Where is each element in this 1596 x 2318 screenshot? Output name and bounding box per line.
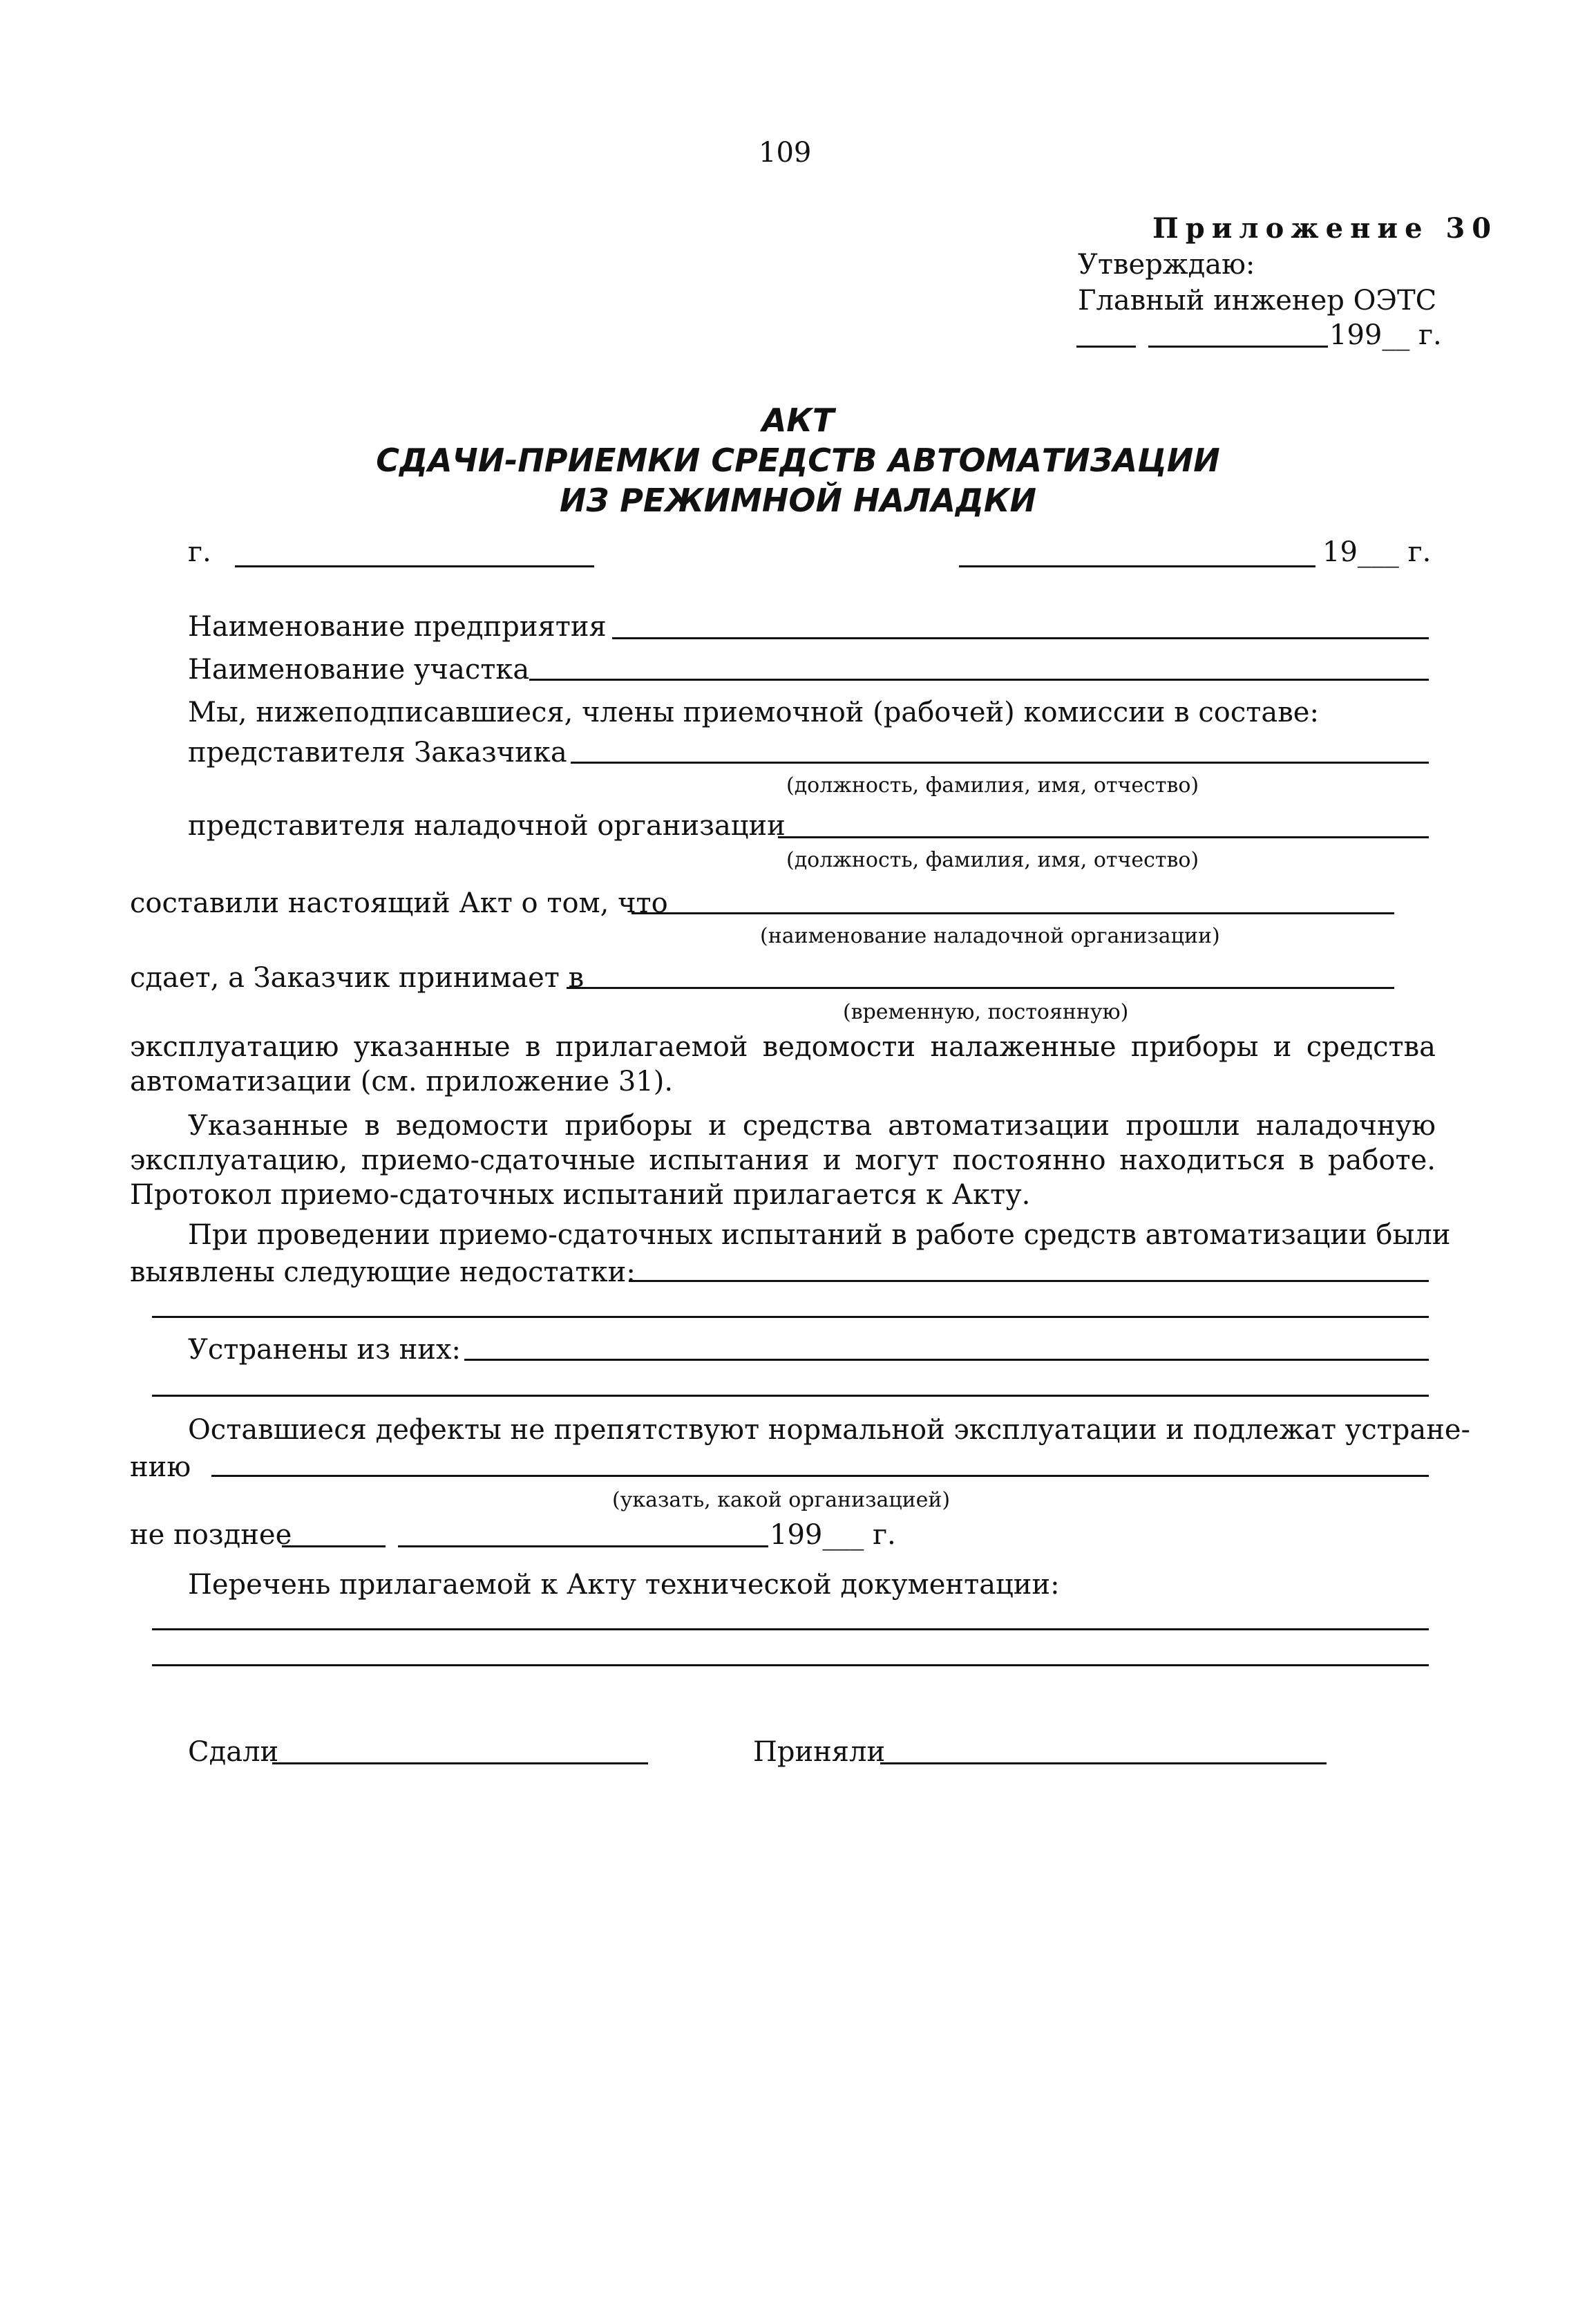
handover-line[interactable] — [567, 987, 1394, 989]
approve-label: Утверждаю: — [1078, 249, 1255, 281]
not-later-label: не позднее — [130, 1519, 292, 1551]
paragraph-tested: Указанные в ведомости приборы и средства автоматизации прошли наладочную эксплуатацию, приемо-сдаточные испытания и могут постоянно находиться в работе. Протокол приемо-сдаточных испытаний прилагается к Акту. — [130, 1110, 1436, 1211]
accepted-signature-line[interactable] — [880, 1762, 1327, 1764]
handover-label: сдает, а Заказчик принимает в — [130, 962, 585, 994]
chief-engineer-label: Главный инженер ОЭТС — [1078, 285, 1437, 317]
handed-signature-line[interactable] — [272, 1762, 648, 1764]
paragraph-remaining-line1: Оставшиеся дефекты не препятствуют нормальной эксплуатации и подлежат устране- — [188, 1414, 1471, 1446]
defects-line-1[interactable] — [629, 1280, 1429, 1282]
remaining-org-hint: (указать, какой организацией) — [612, 1488, 951, 1512]
eliminated-line-2[interactable] — [152, 1395, 1429, 1397]
place-label: г. — [188, 536, 211, 568]
section-line[interactable] — [529, 679, 1429, 681]
paragraph-defects-line2: выявлены следующие недостатки: — [130, 1256, 636, 1288]
title-line2: СДАЧИ-ПРИЕМКИ СРЕДСТВ АВТОМАТИЗАЦИИ — [376, 442, 1220, 479]
docs-label: Перечень прилагаемой к Акту технической документации: — [188, 1569, 1060, 1601]
section-label: Наименование участка — [188, 654, 530, 686]
customer-rep-label: представителя Заказчика — [188, 737, 567, 769]
approval-month-line — [1148, 346, 1328, 348]
enterprise-label: Наименование предприятия — [188, 611, 607, 643]
paragraph-remaining-line2: нию — [130, 1451, 191, 1483]
not-later-month-line[interactable] — [398, 1545, 768, 1547]
not-later-year: 199___ г. — [770, 1519, 896, 1551]
place-line[interactable] — [235, 565, 594, 567]
compiled-line[interactable] — [631, 912, 1394, 914]
eliminated-label: Устранены из них: — [188, 1334, 461, 1366]
enterprise-line[interactable] — [612, 637, 1429, 639]
accepted-label: Приняли — [753, 1736, 886, 1768]
approval-day-line — [1076, 346, 1136, 348]
defects-line-2[interactable] — [152, 1316, 1429, 1318]
title-line1: АКТ — [761, 402, 835, 439]
page-number: 109 — [759, 137, 812, 169]
approval-year: 199__ г. — [1329, 319, 1442, 351]
remaining-org-line[interactable] — [211, 1475, 1429, 1477]
customer-rep-hint: (должность, фамилия, имя, отчество) — [786, 773, 1199, 798]
eliminated-line-1[interactable] — [464, 1359, 1429, 1361]
handover-hint: (временную, постоянную) — [843, 1000, 1129, 1024]
paragraph-defects-line1: При проведении приемо-сдаточных испытаний в работе средств автоматизации были — [188, 1219, 1451, 1251]
date-line[interactable] — [959, 565, 1315, 567]
adjust-rep-label: представителя наладочной организации — [188, 810, 786, 842]
handed-label: Сдали — [188, 1736, 279, 1768]
compiled-hint: (наименование наладочной организации) — [760, 924, 1220, 948]
not-later-day-line[interactable] — [282, 1545, 386, 1547]
appendix-label: Приложение 30 — [1152, 212, 1499, 245]
docs-line-2[interactable] — [152, 1664, 1429, 1666]
docs-line-1[interactable] — [152, 1628, 1429, 1630]
adjust-rep-hint: (должность, фамилия, имя, отчество) — [786, 848, 1199, 872]
compiled-label: составили настоящий Акт о том, что — [130, 887, 668, 919]
undersigned-text: Мы, нижеподписавшиеся, члены приемочной (рабочей) комиссии в составе: — [188, 697, 1319, 728]
adjust-rep-line[interactable] — [778, 836, 1429, 838]
paragraph-exploitation: эксплуатацию указанные в прилагаемой ведомости налаженные приборы и средства автоматизации (см. приложение 31). — [130, 1031, 1436, 1097]
date-year: 19___ г. — [1322, 536, 1432, 568]
title-line3: ИЗ РЕЖИМНОЙ НАЛАДКИ — [560, 482, 1036, 519]
customer-rep-line[interactable] — [571, 762, 1429, 764]
